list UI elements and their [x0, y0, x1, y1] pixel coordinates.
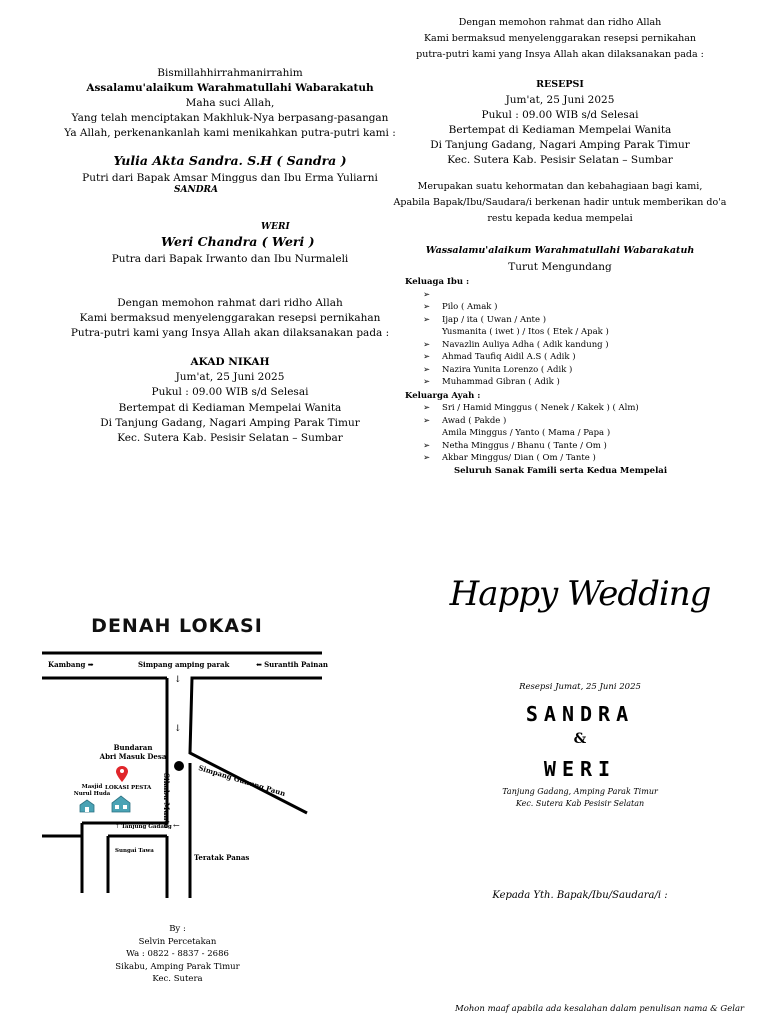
bride-parents: Putri dari Bapak Amsar Minggus dan Ibu Erma Yuliarni — [82, 172, 378, 184]
map-title: DENAH LOKASI — [91, 615, 263, 637]
bullet-arrow-icon: ➢ — [423, 302, 431, 312]
bride-name: Yulia Akta Sandra. S.H ( Sandra ) — [113, 153, 347, 168]
label-sikabu: Sikabu Munto — [162, 773, 171, 829]
location-map — [22, 603, 332, 963]
printer-info — [90, 923, 265, 986]
list-item: ➢ Ijap / ita ( Uwan / Ante ) — [423, 314, 547, 325]
resepsi-date: Jum'at, 25 Juni 2025 — [505, 94, 615, 106]
family-ibu-list — [405, 289, 745, 327]
cover-resepsi-date: Resepsi Jumat, 25 Juni 2025 — [519, 682, 641, 692]
list-item: ➢ Nazira Yunita Lorenzo ( Adik ) — [423, 364, 573, 375]
bullet-arrow-icon: ➢ — [423, 352, 431, 362]
label-teratak: Teratak Panas — [194, 853, 250, 862]
label-sungai: Sungai Tawa — [115, 848, 154, 854]
house-icon — [111, 795, 131, 813]
label-bundaran: Bundaran Abri Masuk Desa — [99, 743, 167, 761]
printer-address: Sikabu, Amping Parak Timur — [115, 961, 240, 972]
honor-line-2: Apabila Bapak/Ibu/Saudara/i berkenan hadir untuk memberikan do'a — [393, 197, 727, 208]
arrow-right-icon: ➡ — [87, 661, 94, 669]
akad-place-3: Kec. Sutera Kab. Pesisir Selatan – Sumbar — [117, 432, 343, 444]
resepsi-intro-2: Kami bermaksud menyelenggarakan resepsi pernikahan — [423, 33, 697, 44]
happy-wedding-title: Happy Wedding — [449, 574, 711, 614]
bullet-arrow-icon: ➢ — [423, 364, 431, 375]
map-roads — [22, 603, 332, 963]
turut-mengundang: Turut Mengundang — [508, 261, 612, 273]
list-item: ➢ Akbar Minggus/ Dian ( Om / Tante ) — [423, 453, 596, 463]
akad-intro-2: Kami bermaksud menyelenggarakan resepsi pernikahan — [79, 312, 381, 324]
label-kambang: Kambang ➡ — [48, 660, 94, 669]
akad-intro-1: Dengan memohon rahmat dari ridho Allah — [117, 297, 343, 309]
list-item: ➢ Muhammad Gibran ( Adik ) — [423, 377, 560, 387]
list-item — [405, 289, 745, 302]
bride-nickname: SANDRA — [174, 185, 218, 195]
resepsi-title: RESEPSI — [536, 79, 584, 90]
honor-line-3: restu kepada kedua mempelai — [487, 213, 633, 224]
family-ayah-sub-line: Amila Minggus / Yanto ( Mama / Papa ) — [442, 428, 611, 438]
resepsi-place-3: Kec. Sutera Kab. Pesisir Selatan – Sumbar — [447, 154, 673, 166]
printer-kec: Kec. Sutera — [152, 974, 203, 984]
list-item: ➢ Pilo ( Amak ) — [423, 302, 498, 312]
family-ayah-list — [405, 402, 745, 427]
printer-name: Selvin Percetakan — [138, 936, 217, 947]
list-item: ➢ Sri / Hamid Minggus ( Nenek / Kakek ) ( Alm) — [423, 403, 639, 413]
cover-address: Tanjung Gadang, Amping Parak Timur Kec. Sutera Kab Pesisir Selatan — [502, 787, 658, 808]
opening-line-3: Ya Allah, perkenankanlah kami menikahkan putra-putri kami : — [64, 127, 396, 139]
printer-by: By : — [169, 924, 186, 934]
bullet-arrow-icon: ➢ — [423, 453, 431, 463]
akad-intro-3: Putra-putri kami yang Insya Allah akan dilaksanakan pada : — [70, 327, 390, 339]
list-item: ➢ Ahmad Taufiq Aidil A.S ( Adik ) — [423, 352, 576, 362]
resepsi-place-1: Bertempat di Kediaman Mempelai Wanita — [448, 124, 672, 136]
akad-place-2: Di Tanjung Gadang, Nagari Amping Parak Timur — [100, 417, 360, 429]
opening-line-1: Maha suci Allah, — [185, 97, 275, 109]
opening-line-2: Yang telah menciptakan Makhluk-Nya berpasang-pasangan — [71, 112, 389, 124]
printer-wa: Wa : 0822 - 8837 - 2686 — [126, 949, 229, 959]
family-all: Seluruh Sanak Famili serta Kedua Mempelai — [454, 465, 668, 476]
location-pin-icon — [115, 765, 129, 783]
arrow-down-icon: ↓ — [174, 724, 182, 734]
groom-name: Weri Chandra ( Weri ) — [161, 234, 315, 249]
label-simpang-amping: Simpang amping parak — [138, 660, 230, 669]
akad-time: Pukul : 09.00 WIB s/d Selesai — [151, 386, 309, 398]
akad-date: Jum'at, 25 Juni 2025 — [175, 371, 285, 383]
family-ibu-title: Keluaga Ibu : — [405, 277, 470, 287]
list-item: ➢ Netha Minggus / Bhanu ( Tante / Om ) — [423, 440, 607, 451]
cover-bride-name: SANDRA — [525, 702, 635, 726]
label-tanjung: ↑ Tanjung Gadang — [115, 824, 172, 830]
bullet-arrow-icon: ➢ — [423, 289, 431, 300]
list-item: ➢ Navazlin Auliya Adha ( Adik kandung ) — [423, 339, 609, 350]
groom-parents: Putra dari Bapak Irwanto dan Ibu Nurmaleli — [111, 253, 349, 265]
groom-nickname: WERI — [261, 222, 290, 232]
bullet-arrow-icon: ➢ — [423, 415, 431, 426]
list-item: ➢ Awad ( Pakde ) — [423, 415, 507, 426]
family-ibu-sub-line: Yusmanita ( iwet ) / Itos ( Etek / Apak ) — [442, 327, 609, 337]
mosque-icon — [79, 799, 95, 813]
bullet-arrow-icon: ➢ — [423, 314, 431, 325]
resepsi-time: Pukul : 09.00 WIB s/d Selesai — [481, 109, 639, 121]
arrow-down-icon: ↓ — [174, 675, 182, 685]
arrow-left-icon: ⬅ — [256, 661, 262, 669]
honor-line-1: Merupakan suatu kehormatan dan kebahagiaan bagi kami, — [417, 181, 703, 192]
label-simpang-gunung: Simpang Gunung Paun — [197, 763, 287, 799]
closing-salam: Wassalamu'alaikum Warahmatullahi Wabarakatuh — [425, 245, 695, 256]
bullet-arrow-icon: ➢ — [423, 440, 431, 451]
family-ayah-list-more — [405, 440, 745, 465]
resepsi-intro-3: putra-putri kami yang Insya Allah akan dilaksanakan pada : — [416, 49, 704, 60]
bullet-arrow-icon: ➢ — [423, 377, 431, 387]
family-ayah-title: Keluarga Ayah : — [405, 390, 481, 401]
akad-title: AKAD NIKAH — [190, 356, 270, 368]
bismillah-text: Bismillahhirrahmanirrahim — [157, 67, 303, 79]
akad-place-1: Bertempat di Kediaman Mempelai Wanita — [118, 402, 342, 414]
family-ibu-list-more — [405, 339, 745, 389]
resepsi-intro-1: Dengan memohon rahmat dan ridho Allah — [458, 17, 662, 28]
label-masjid: Masjid Nurul Huda — [73, 784, 111, 797]
cover-groom-name: WERI — [543, 757, 617, 781]
bullet-arrow-icon: ➢ — [423, 339, 431, 350]
arrow-left-icon: ← — [173, 821, 180, 830]
salam-text: Assalamu'alaikum Warahmatullahi Wabarakatuh — [86, 82, 374, 94]
arrow-up-icon: ↑ — [115, 824, 120, 830]
family-list — [405, 276, 745, 477]
bullet-arrow-icon: ➢ — [423, 403, 431, 413]
resepsi-place-2: Di Tanjung Gadang, Nagari Amping Parak Timur — [430, 139, 690, 151]
cover-kepada: Kepada Yth. Bapak/Ibu/Saudara/i : — [492, 890, 668, 901]
cover-ampersand: & — [573, 731, 587, 747]
label-surantih: ⬅ Surantih Painan — [256, 660, 328, 669]
label-lokasi: LOKASI PESTA — [105, 785, 152, 791]
cover-apology: Mohon maaf apabila ada kesalahan dalam penulisan nama & Gelar — [455, 1004, 745, 1014]
